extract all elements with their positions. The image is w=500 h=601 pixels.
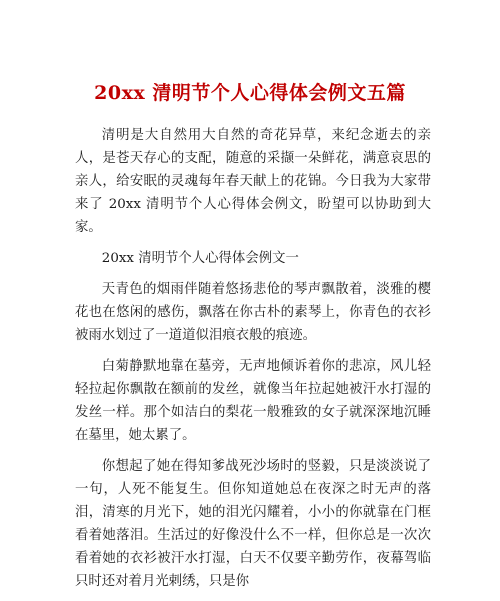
body-paragraph: 你想起了她在得知爹战死沙场时的竖毅，只是淡淡说了一句，人死不能复生。但你知道她总在夜深之时无声的落泪，清寒的月光下，她的泪光闪耀着，小小的你就靠在门框看着她落泪。生活过的好像没什么不一样，但你总是一次次看着她的衣衫被汗水打湿，白天不仅要辛勤劳作，夜幕驾临只时还对着月光剌绣，只是你 <box>75 459 431 589</box>
document-body <box>75 124 431 601</box>
intro-paragraph: 清明是大自然用大自然的奇花异草，来纪念逝去的亲人，是苍天存心的支配，随意的采撷一朵鲜花，满意哀思的亲人，给安眠的灵魂每年春天献上的花锦。今日我为大家带来了 20xx 清明节个人心得体会例文，盼望可以协助到大家。 <box>75 128 431 235</box>
body-paragraph: 白菊静默地靠在墓旁，无声地倾诉着你的悲凉，风儿轻轻拉起你飘散在额前的发丝，就像当年拉起她被汗水打湿的发丝一样。那个如洁白的梨花一般雅致的女子就深深地沉睡在墓里，她太累了。 <box>75 359 431 443</box>
body-paragraph: 天青色的烟雨伴随着悠扬悲伧的琴声飘散着，淡雅的樱花也在悠闲的感伤，飘落在你古朴的素琴上，你青色的衣衫被雨水划过了一道道似泪痕衣般的痕迹。 <box>75 282 431 343</box>
section-heading: 20xx 清明节个人心得体会例文一 <box>101 251 299 266</box>
document-title: 20xx 清明节个人心得体会例文五篇 <box>94 82 406 104</box>
